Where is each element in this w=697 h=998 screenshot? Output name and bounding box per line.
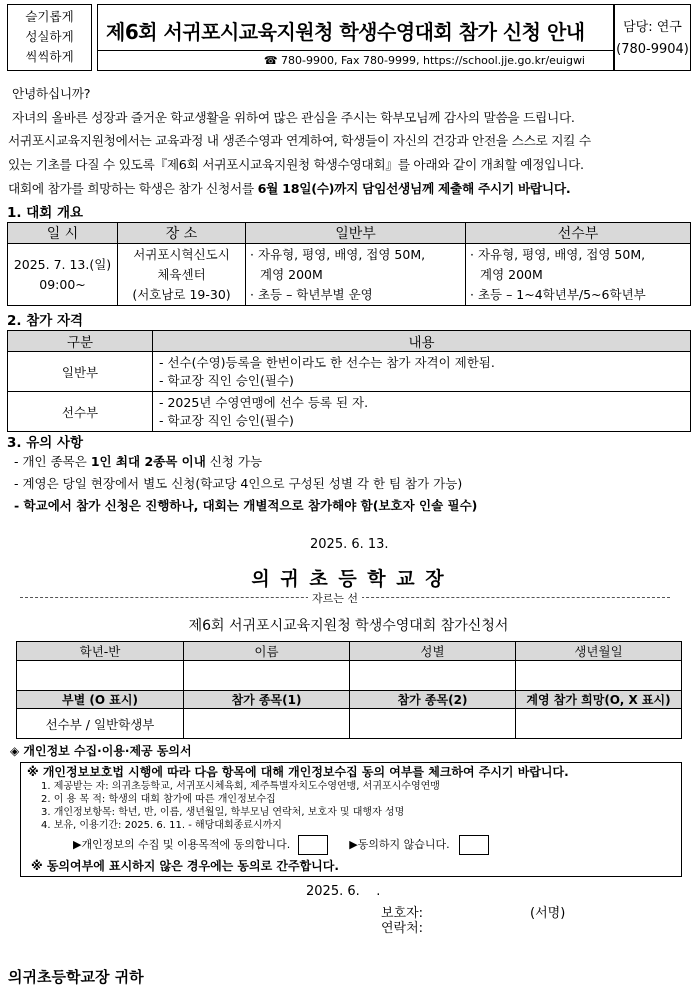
- relay-field[interactable]: [516, 709, 682, 739]
- intro-line: 대회에 참가를 희망하는 학생은 참가 신청서를 6월 18일(수)까지 담임선생님께 제출해 주시기 바랍니다.: [8, 180, 571, 196]
- privacy-item: 2. 이 용 목 적: 학생의 대회 참가에 따른 개인정보수집: [41, 794, 276, 805]
- notes-heading: 3. 유의 사항: [7, 435, 84, 451]
- event1-field[interactable]: [184, 709, 350, 739]
- division-field[interactable]: 선수부 / 일반학생부: [17, 709, 184, 739]
- intro-line: 자녀의 올바른 성장과 즐거운 학교생활을 위하여 많은 관심을 주시는 학부모님께 감사의 말씀을 드립니다.: [12, 109, 575, 125]
- overview-heading: 1. 대회 개요: [7, 205, 84, 221]
- motto-line: 씩씩하게: [25, 49, 74, 64]
- general-event: 계영 200M: [260, 266, 323, 282]
- privacy-heading: ◈ 개인정보 수집·이용·제공 동의서: [10, 744, 192, 758]
- event-time: 09:00~: [39, 276, 86, 292]
- contact-info: ☎ 780-9900, Fax 780-9999, https://school.jje.go.kr/euigwi: [263, 54, 585, 67]
- header-birthdate: 생년월일: [516, 642, 682, 661]
- title-box: [97, 4, 614, 71]
- addressee: 의귀초등학교장 귀하: [8, 968, 144, 986]
- privacy-lead: ※ 개인정보보호법 시행에 따라 다음 항목에 대해 개인정보수집 동의 여부를 체크하여 주시기 바랍니다.: [27, 765, 569, 779]
- header-date: 일 시: [8, 223, 118, 244]
- principal-name: 의 귀 초 등 학 교 장: [251, 568, 446, 590]
- disagree-label: ▶동의하지 않습니다.: [349, 838, 450, 851]
- header-name: 이름: [184, 642, 350, 661]
- disagree-checkbox[interactable]: [459, 835, 489, 855]
- manager-phone: (780-9904): [616, 42, 689, 57]
- contact-label: 연락처:: [381, 921, 424, 936]
- agree-checkbox[interactable]: [298, 835, 328, 855]
- qualification-table: [7, 330, 691, 432]
- qualification-item: - 2025년 수영연맹에 선수 등록 된 자.: [159, 394, 369, 410]
- privacy-warning: ※ 동의여부에 표시하지 않은 경우에는 동의로 간주합니다.: [31, 859, 339, 873]
- general-event: · 자유형, 평영, 배영, 접영 50M,: [250, 246, 426, 262]
- guardian-label: 보호자:: [381, 906, 424, 921]
- header-class: 학년-반: [17, 642, 184, 661]
- intro-line: 있는 기초를 다질 수 있도록『제6회 서귀포시교육지원청 학생수영대회』를 아래와 같이 개최할 예정입니다.: [8, 157, 584, 173]
- qualification-item: - 학교장 직인 승인(필수): [159, 372, 294, 388]
- header-event2: 참가 종목(2): [350, 691, 516, 709]
- division-label: 일반부: [8, 352, 153, 392]
- event2-field[interactable]: [350, 709, 516, 739]
- header-gender: 성별: [350, 642, 516, 661]
- header-content: 내용: [153, 331, 691, 352]
- qualification-item: - 선수(수영)등록을 한번이라도 한 선수는 참가 자격이 제한됨.: [159, 354, 495, 370]
- cut-line-label: 자르는 선: [308, 590, 362, 606]
- privacy-item: 3. 개인정보항목: 학년, 반, 이름, 생년월일, 학부모님 연락처, 보호자 및 대행자 성명: [41, 807, 405, 818]
- header-division: 부별 (O 표시): [17, 691, 184, 709]
- motto-line: 슬기롭게: [25, 9, 74, 24]
- event-date: 2025. 7. 13.(일): [13, 256, 112, 272]
- event-address: (서호남로 19-30): [132, 286, 231, 302]
- event-place: 체육센터: [157, 266, 206, 282]
- signature-date: 2025. 6. .: [306, 884, 381, 899]
- intro: [8, 82, 692, 201]
- header-place: 장 소: [118, 223, 246, 244]
- qualification-item: - 학교장 직인 승인(필수): [159, 412, 294, 428]
- note-item: - 학교에서 참가 신청은 진행하나, 대회는 개별적으로 참가해야 함(보호자 인솔 필수): [14, 498, 478, 513]
- header-category: 구분: [8, 331, 153, 352]
- greeting: 안녕하십니까?: [12, 86, 91, 101]
- manager-label: 담당: 연구: [623, 20, 682, 35]
- header-general: 일반부: [246, 223, 466, 244]
- header-athlete: 선수부: [466, 223, 691, 244]
- athlete-event: · 자유형, 평영, 배영, 접영 50M,: [470, 246, 646, 262]
- agree-label: ▶개인정보의 수집 및 이용목적에 동의합니다.: [73, 838, 291, 851]
- privacy-item: 1. 제공받는 자: 의귀초등학교, 서귀포시체육회, 제주특별자치도수영연맹, 서귀포시수영연맹: [41, 781, 440, 792]
- class-field[interactable]: [17, 661, 184, 691]
- notice-date: 2025. 6. 13.: [310, 537, 389, 552]
- athlete-event: · 초등 – 1~4학년부/5~6학년부: [470, 286, 646, 302]
- page-title: 제6회 서귀포시교육지원청 학생수영대회 참가 신청 안내: [106, 20, 585, 44]
- birthdate-field[interactable]: [516, 661, 682, 691]
- motto-line: 성실하게: [25, 29, 74, 44]
- overview-table: [7, 222, 691, 306]
- motto-box: [7, 4, 92, 71]
- header-relay: 계영 참가 희망(O, X 표시): [516, 691, 682, 709]
- gender-field[interactable]: [350, 661, 516, 691]
- application-form: [16, 641, 682, 739]
- intro-line: 서귀포시교육지원청에서는 교육과정 내 생존수영과 연계하여, 학생들이 자신의 건강과 안전을 스스로 지킬 수: [8, 133, 591, 149]
- athlete-event: 계영 200M: [480, 266, 543, 282]
- event-place: 서귀포시혁신도시: [133, 246, 230, 262]
- division-label: 선수부: [8, 392, 153, 432]
- qualification-heading: 2. 참가 자격: [7, 313, 84, 329]
- manager-box: [614, 4, 691, 71]
- note-item: - 계영은 당일 현장에서 별도 신청(학교당 4인으로 구성된 성별 각 한 팀 참가 가능): [14, 476, 463, 491]
- general-event: · 초등 – 학년부별 운영: [250, 286, 373, 302]
- privacy-box: [20, 762, 682, 877]
- name-field[interactable]: [184, 661, 350, 691]
- form-title: 제6회 서귀포시교육지원청 학생수영대회 참가신청서: [188, 618, 509, 634]
- note-item: - 개인 종목은 1인 최대 2종목 이내 신청 가능: [14, 454, 263, 469]
- privacy-item: 4. 보유, 이용기간: 2025. 6. 11. - 해당대회종료시까지: [41, 820, 282, 831]
- header-event1: 참가 종목(1): [184, 691, 350, 709]
- signature-mark[interactable]: (서명): [530, 906, 566, 921]
